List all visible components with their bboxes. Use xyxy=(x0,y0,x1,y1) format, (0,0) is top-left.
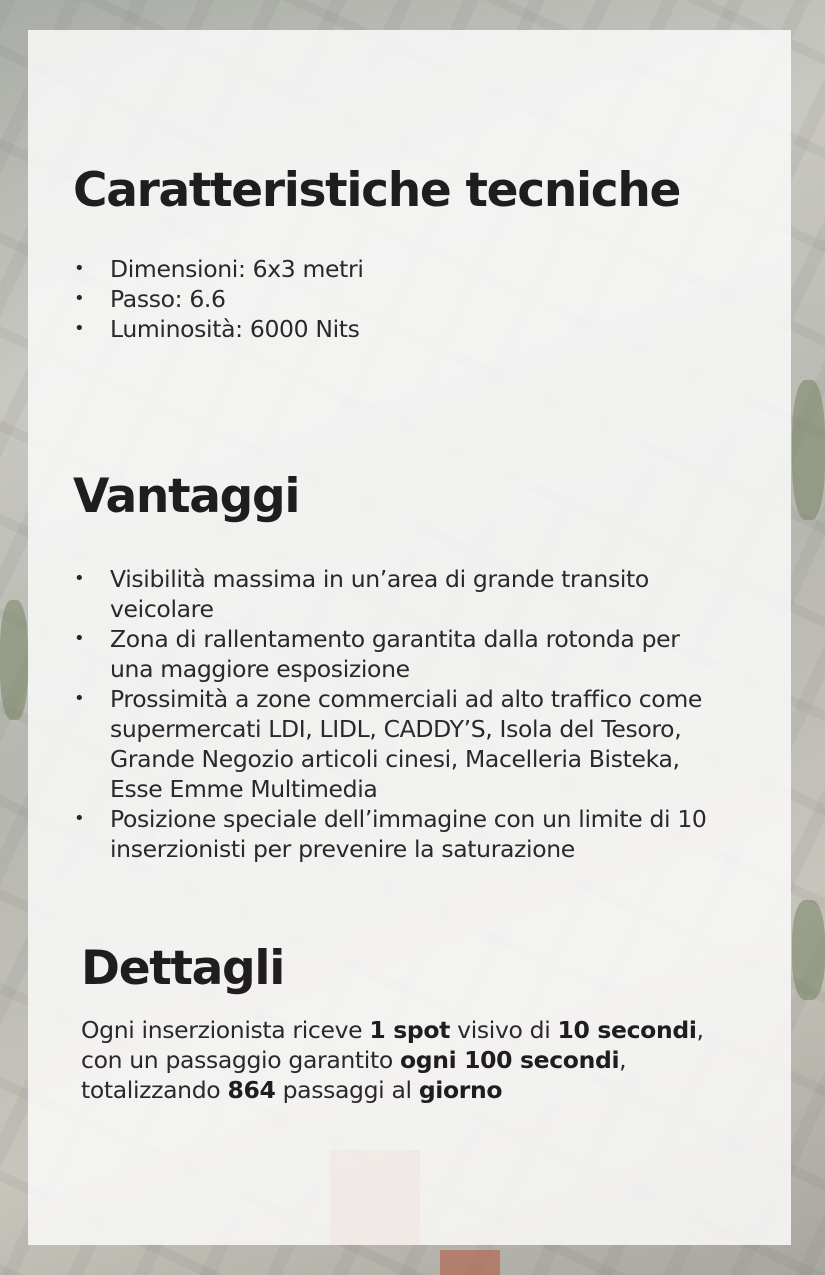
bullet-icon: • xyxy=(74,628,85,649)
bullet-icon: • xyxy=(74,568,85,589)
list-item xyxy=(28,624,728,684)
list-item xyxy=(28,284,791,314)
details-duration: 10 secondi xyxy=(557,1016,697,1044)
bullet-icon: • xyxy=(74,258,85,279)
details-text-part: passaggi al xyxy=(275,1076,419,1104)
details-text-part: , con un passaggio garantito xyxy=(81,1016,704,1074)
background-tree xyxy=(792,900,825,1000)
technical-section xyxy=(28,163,791,218)
list-item xyxy=(28,804,728,864)
details-spot: 1 spot xyxy=(369,1016,451,1044)
list-item-text: Prossimità a zone commerciali ad alto traffico come supermercati LDI, LIDL, CADDY’S, Isola del Tesoro, Grande Negozio articoli cinesi, Macelleria Bisteka, Esse Emme Multimedia xyxy=(110,685,702,803)
bullet-icon: • xyxy=(74,688,85,709)
content-panel xyxy=(28,30,791,1245)
background-tree xyxy=(792,380,825,520)
bullet-icon: • xyxy=(74,808,85,829)
list-item xyxy=(28,314,791,344)
details-day: giorno xyxy=(418,1076,503,1104)
list-item-text: Visibilità massima in un’area di grande transito veicolare xyxy=(110,565,649,623)
background-roof xyxy=(440,1250,500,1275)
advantages-list xyxy=(28,564,728,864)
details-text-part: , totalizzando xyxy=(81,1046,627,1104)
list-item-text: Posizione speciale dell’immagine con un limite di 10 inserzionisti per prevenire la saturazione xyxy=(110,805,707,863)
list-item-text: Dimensioni: 6x3 metri xyxy=(110,255,364,283)
list-item-text: Zona di rallentamento garantita dalla rotonda per una maggiore esposizione xyxy=(110,625,680,683)
details-text-part: Ogni inserzionista riceve xyxy=(81,1016,370,1044)
background-tree xyxy=(0,600,28,720)
details-text-part: visivo di xyxy=(450,1016,558,1044)
details-title: Dettagli xyxy=(81,941,285,996)
list-item xyxy=(28,684,728,804)
list-item-text: Luminosità: 6000 Nits xyxy=(110,315,360,343)
list-item-text: Passo: 6.6 xyxy=(110,285,226,313)
list-item xyxy=(28,254,791,284)
list-item xyxy=(28,564,728,624)
bullet-icon: • xyxy=(74,288,85,309)
details-section xyxy=(28,941,791,996)
technical-list xyxy=(28,254,791,344)
details-frequency: ogni 100 secondi xyxy=(399,1046,620,1074)
advantages-title: Vantaggi xyxy=(73,469,300,524)
bullet-icon: • xyxy=(74,318,85,339)
details-paragraph xyxy=(81,1015,741,1105)
details-count: 864 xyxy=(227,1076,276,1104)
technical-title: Caratteristiche tecniche xyxy=(73,163,681,218)
advantages-section xyxy=(28,469,791,524)
